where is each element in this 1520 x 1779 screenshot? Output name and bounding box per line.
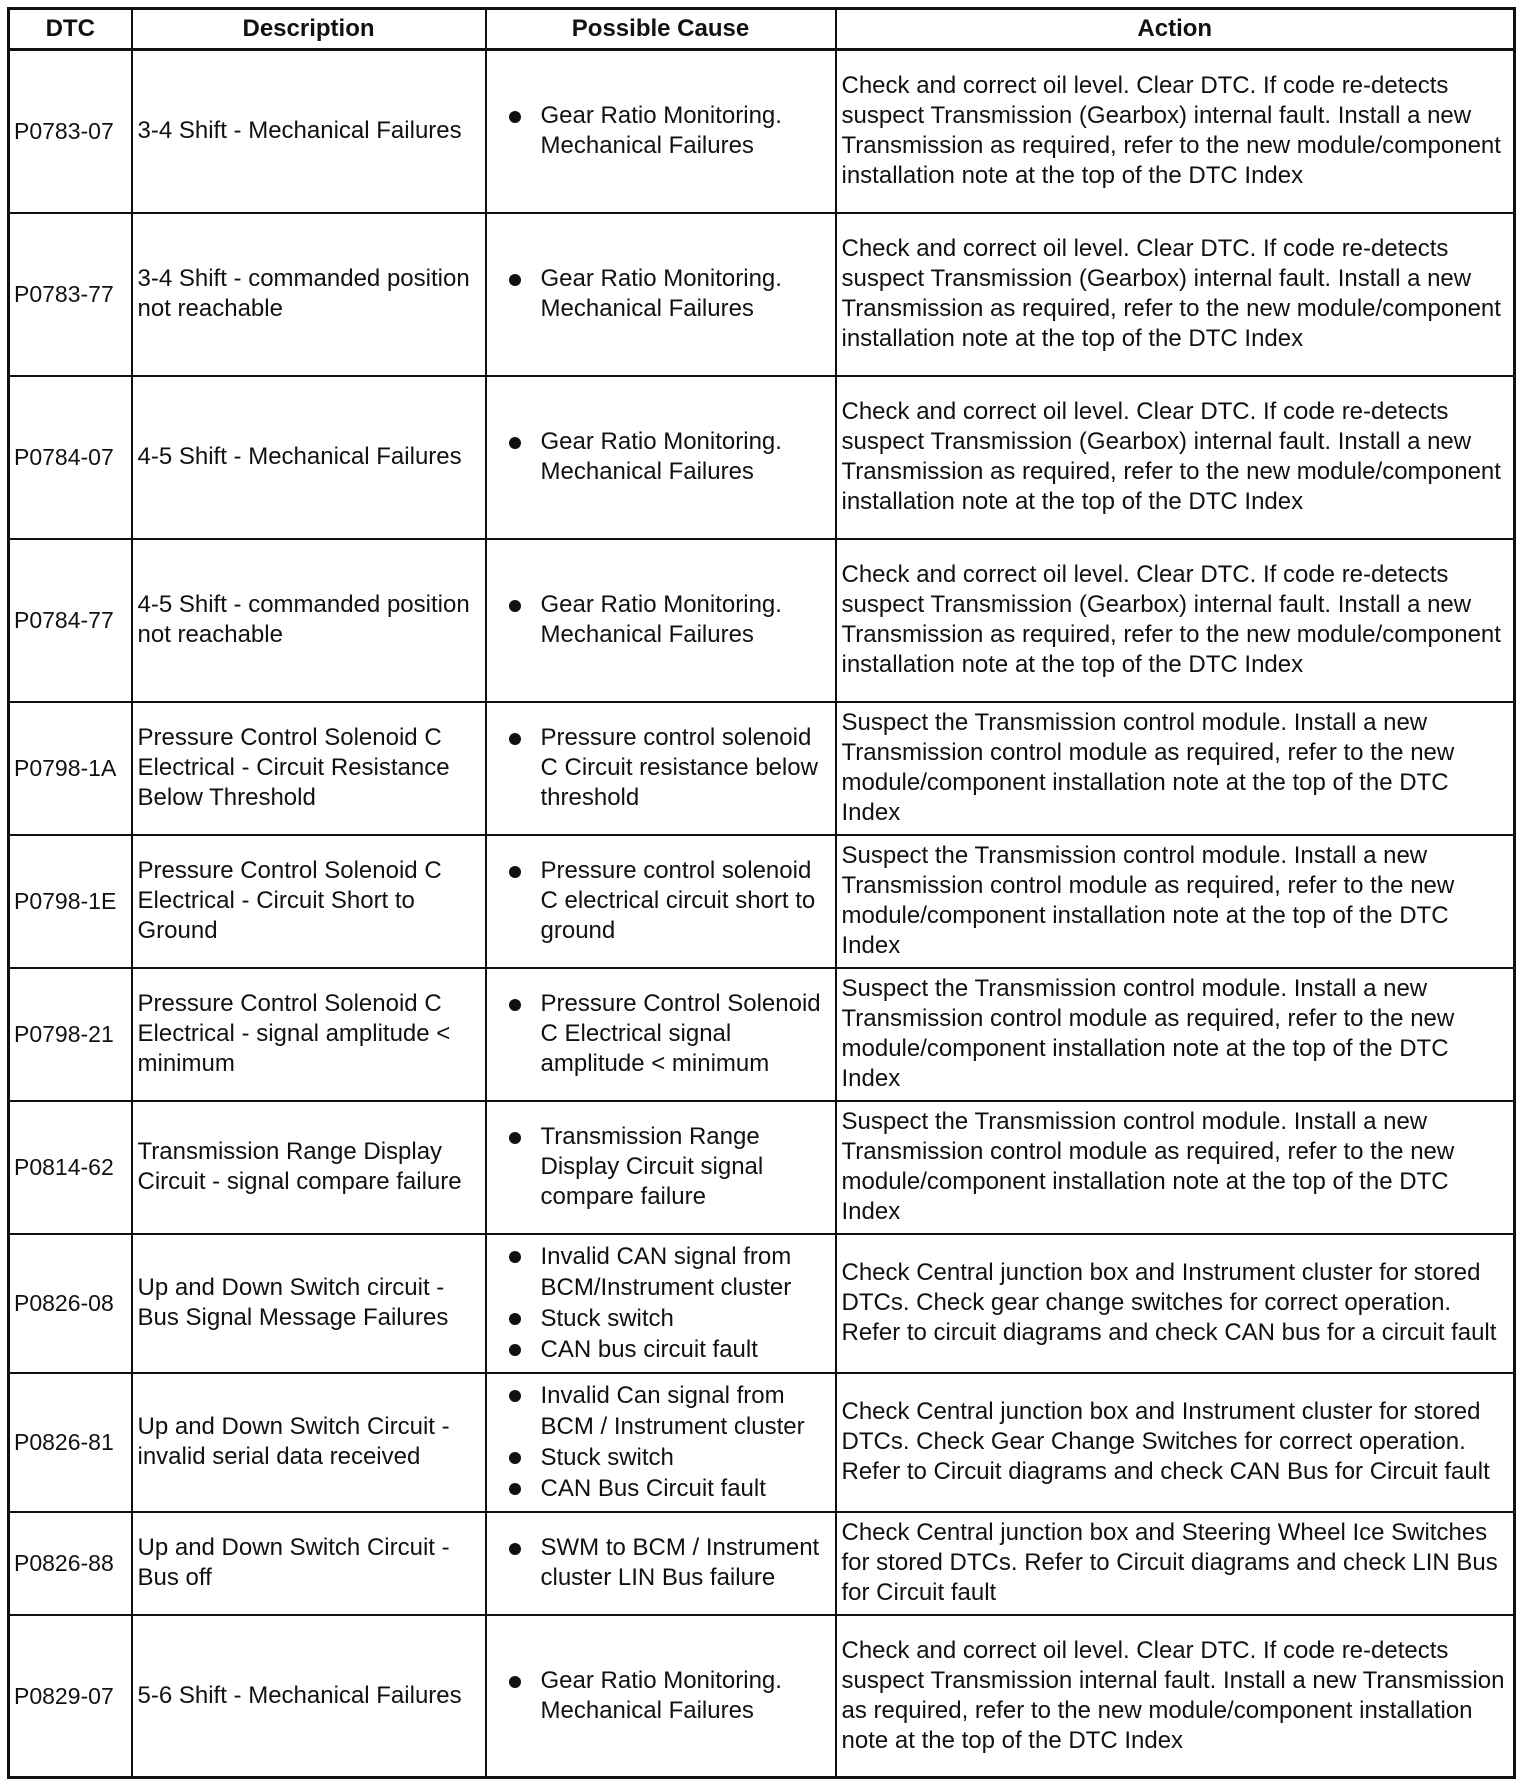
dtc-code: P0798-21: [9, 968, 132, 1101]
bullet-icon: [509, 1251, 521, 1263]
possible-cause-cell: [486, 1234, 836, 1373]
cause-item: [505, 1122, 831, 1212]
cause-list: [505, 1122, 831, 1212]
dtc-code: P0826-88: [9, 1512, 132, 1615]
cause-item: [505, 1473, 831, 1504]
dtc-code: P0783-07: [9, 50, 132, 213]
bullet-icon: [509, 1452, 521, 1464]
action-text: Suspect the Transmission control module. Install a new Transmission control module as required, refer to the new module/component installation note at the top of the DTC Index: [836, 702, 1515, 835]
possible-cause-cell: [486, 968, 836, 1101]
cause-item: [505, 723, 831, 813]
cause-list: [505, 1666, 831, 1726]
table-row: [9, 376, 1515, 539]
action-text: Suspect the Transmission control module. Install a new Transmission control module as required, refer to the new module/component installation note at the top of the DTC Index: [836, 835, 1515, 968]
dtc-description: 4-5 Shift - Mechanical Failures: [132, 376, 486, 539]
dtc-description: Up and Down Switch circuit - Bus Signal Message Failures: [132, 1234, 486, 1373]
dtc-description: Pressure Control Solenoid C Electrical - signal amplitude < minimum: [132, 968, 486, 1101]
dtc-table-container: [7, 7, 1513, 1779]
cause-list: [505, 723, 831, 813]
table-header: [9, 9, 1515, 50]
possible-cause-cell: [486, 213, 836, 376]
table-row: [9, 1234, 1515, 1373]
possible-cause-cell: [486, 835, 836, 968]
cause-list: [505, 427, 831, 487]
dtc-description: Pressure Control Solenoid C Electrical - Circuit Resistance Below Threshold: [132, 702, 486, 835]
possible-cause-cell: [486, 702, 836, 835]
action-text: Suspect the Transmission control module. Install a new Transmission control module as required, refer to the new module/component installation note at the top of the DTC Index: [836, 1101, 1515, 1234]
cause-text: Stuck switch: [540, 1444, 674, 1471]
header-action: Action: [836, 9, 1515, 50]
bullet-icon: [509, 1132, 521, 1144]
dtc-code: P0814-62: [9, 1101, 132, 1234]
cause-item: [505, 101, 831, 161]
action-text: Check Central junction box and Instrument cluster for stored DTCs. Check gear change switches for correct operation. Refer to circuit diagrams and check CAN bus for a circuit fault: [836, 1234, 1515, 1373]
cause-text: Gear Ratio Monitoring. Mechanical Failures: [540, 428, 782, 485]
cause-list: [505, 1380, 831, 1504]
dtc-code: P0829-07: [9, 1615, 132, 1778]
cause-item: [505, 989, 831, 1079]
cause-text: Pressure control solenoid C electrical circuit short to ground: [540, 857, 816, 944]
cause-text: CAN bus circuit fault: [540, 1336, 758, 1363]
cause-text: Pressure Control Solenoid C Electrical signal amplitude < minimum: [540, 990, 821, 1077]
dtc-code: P0784-07: [9, 376, 132, 539]
table-row: [9, 50, 1515, 213]
cause-item: [505, 1334, 831, 1365]
cause-item: [505, 1380, 831, 1442]
bullet-icon: [509, 600, 521, 612]
cause-list: [505, 856, 831, 946]
cause-list: [505, 1241, 831, 1365]
dtc-description: 5-6 Shift - Mechanical Failures: [132, 1615, 486, 1778]
table-row: [9, 539, 1515, 702]
bullet-icon: [509, 733, 521, 745]
possible-cause-cell: [486, 539, 836, 702]
dtc-table: [7, 7, 1516, 1779]
possible-cause-cell: [486, 50, 836, 213]
bullet-icon: [509, 999, 521, 1011]
possible-cause-cell: [486, 1615, 836, 1778]
cause-text: CAN Bus Circuit fault: [540, 1475, 766, 1502]
cause-item: [505, 427, 831, 487]
table-row: [9, 968, 1515, 1101]
cause-text: Gear Ratio Monitoring. Mechanical Failures: [540, 591, 782, 648]
action-text: Check and correct oil level. Clear DTC. If code re-detects suspect Transmission (Gearbox) internal fault. Install a new Transmission as required, refer to the new module/component installation note at the top of the DTC Index: [836, 213, 1515, 376]
cause-item: [505, 264, 831, 324]
cause-list: [505, 989, 831, 1079]
cause-item: [505, 1303, 831, 1334]
header-description: Description: [132, 9, 486, 50]
dtc-description: 3-4 Shift - commanded position not reachable: [132, 213, 486, 376]
dtc-code: P0826-08: [9, 1234, 132, 1373]
header-dtc: DTC: [9, 9, 132, 50]
cause-text: Invalid Can signal from BCM / Instrument cluster: [540, 1382, 805, 1440]
action-text: Check and correct oil level. Clear DTC. If code re-detects suspect Transmission (Gearbox) internal fault. Install a new Transmission as required, refer to the new module/component installation note at the top of the DTC Index: [836, 539, 1515, 702]
action-text: Suspect the Transmission control module. Install a new Transmission control module as required, refer to the new module/component installation note at the top of the DTC Index: [836, 968, 1515, 1101]
bullet-icon: [509, 1543, 521, 1555]
table-row: [9, 702, 1515, 835]
cause-item: [505, 1666, 831, 1726]
possible-cause-cell: [486, 376, 836, 539]
bullet-icon: [509, 1344, 521, 1356]
cause-list: [505, 101, 831, 161]
table-row: [9, 1373, 1515, 1512]
cause-text: Stuck switch: [540, 1305, 674, 1332]
possible-cause-cell: [486, 1512, 836, 1615]
cause-item: [505, 1241, 831, 1303]
possible-cause-cell: [486, 1101, 836, 1234]
table-row: [9, 1615, 1515, 1778]
cause-item: [505, 590, 831, 650]
cause-list: [505, 590, 831, 650]
bullet-icon: [509, 1313, 521, 1325]
cause-text: Invalid CAN signal from BCM/Instrument cluster: [540, 1243, 792, 1301]
cause-item: [505, 1442, 831, 1473]
action-text: Check Central junction box and Steering Wheel Ice Switches for stored DTCs. Refer to Circuit diagrams and check LIN Bus for Circuit fault: [836, 1512, 1515, 1615]
table-body: [9, 50, 1515, 1778]
cause-text: Pressure control solenoid C Circuit resistance below threshold: [540, 724, 818, 811]
dtc-description: Pressure Control Solenoid C Electrical - Circuit Short to Ground: [132, 835, 486, 968]
dtc-description: 3-4 Shift - Mechanical Failures: [132, 50, 486, 213]
bullet-icon: [509, 274, 521, 286]
dtc-code: P0826-81: [9, 1373, 132, 1512]
bullet-icon: [509, 1483, 521, 1495]
cause-text: Gear Ratio Monitoring. Mechanical Failures: [540, 265, 782, 322]
cause-text: SWM to BCM / Instrument cluster LIN Bus failure: [540, 1534, 820, 1591]
bullet-icon: [509, 1676, 521, 1688]
bullet-icon: [509, 1390, 521, 1402]
table-row: [9, 1512, 1515, 1615]
action-text: Check and correct oil level. Clear DTC. If code re-detects suspect Transmission (Gearbox) internal fault. Install a new Transmission as required, refer to the new module/component installation note at the top of the DTC Index: [836, 50, 1515, 213]
dtc-code: P0784-77: [9, 539, 132, 702]
action-text: Check Central junction box and Instrument cluster for stored DTCs. Check Gear Change Switches for correct operation. Refer to Circuit diagrams and check CAN Bus for Circuit fault: [836, 1373, 1515, 1512]
cause-item: [505, 856, 831, 946]
dtc-code: P0798-1E: [9, 835, 132, 968]
dtc-code: P0798-1A: [9, 702, 132, 835]
cause-item: [505, 1533, 831, 1593]
action-text: Check and correct oil level. Clear DTC. If code re-detects suspect Transmission (Gearbox) internal fault. Install a new Transmission as required, refer to the new module/component installation note at the top of the DTC Index: [836, 376, 1515, 539]
cause-list: [505, 264, 831, 324]
table-row: [9, 835, 1515, 968]
bullet-icon: [509, 437, 521, 449]
cause-text: Gear Ratio Monitoring. Mechanical Failures: [540, 1666, 782, 1724]
header-row: [9, 9, 1515, 50]
cause-list: [505, 1533, 831, 1593]
bullet-icon: [509, 866, 521, 878]
possible-cause-cell: [486, 1373, 836, 1512]
dtc-description: 4-5 Shift - commanded position not reachable: [132, 539, 486, 702]
cause-text: Transmission Range Display Circuit signal compare failure: [540, 1123, 764, 1210]
cause-text: Gear Ratio Monitoring. Mechanical Failures: [540, 102, 782, 160]
dtc-description: Transmission Range Display Circuit - signal compare failure: [132, 1101, 486, 1234]
dtc-code: P0783-77: [9, 213, 132, 376]
action-text: Check and correct oil level. Clear DTC. If code re-detects suspect Transmission internal fault. Install a new Transmission as required, refer to the new module/component installation note at the top of the DTC Index: [836, 1615, 1515, 1778]
table-row: [9, 213, 1515, 376]
dtc-description: Up and Down Switch Circuit - Bus off: [132, 1512, 486, 1615]
dtc-description: Up and Down Switch Circuit - invalid serial data received: [132, 1373, 486, 1512]
table-row: [9, 1101, 1515, 1234]
header-possible-cause: Possible Cause: [486, 9, 836, 50]
bullet-icon: [509, 111, 521, 123]
